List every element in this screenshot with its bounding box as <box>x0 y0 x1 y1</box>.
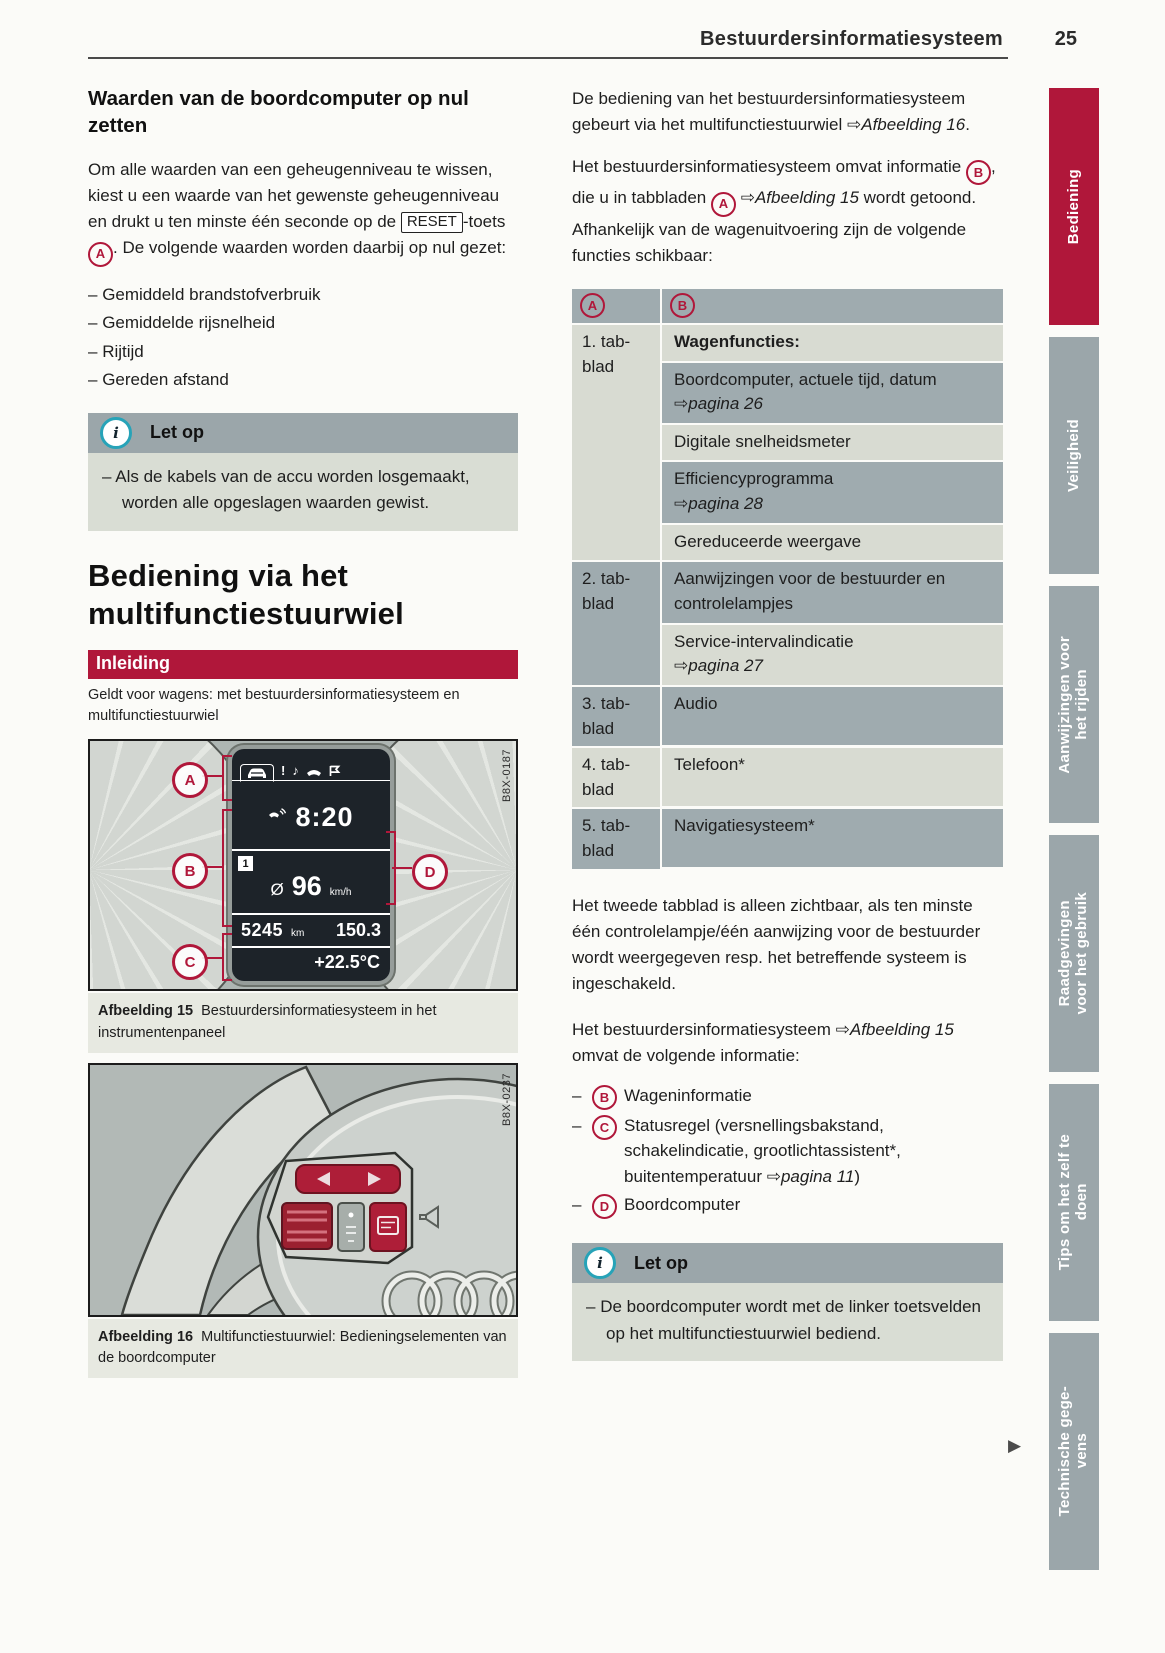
table-header-cell <box>662 289 1003 323</box>
figure-code: B8X-0187 <box>501 749 513 803</box>
sidebar-tab-label <box>1057 1386 1091 1516</box>
dash: – <box>572 1085 582 1105</box>
table-row <box>572 325 1003 560</box>
sidebar-tab-line: doen <box>1073 1183 1090 1222</box>
speed-unit: km/h <box>329 887 352 899</box>
continue-arrow-icon: ▶ <box>1008 1436 1022 1455</box>
figure-16-steering-wheel <box>88 1063 518 1317</box>
note-box-boordcomputer <box>572 1243 1003 1361</box>
info-list-item <box>572 1113 1003 1190</box>
paragraph-text: , die u in tabbladen <box>572 157 996 208</box>
function-cell <box>662 363 1003 423</box>
function-text: Wagenfuncties: <box>674 331 800 351</box>
left-column <box>88 86 518 1378</box>
speed-section <box>232 849 390 913</box>
dash: – <box>572 1115 582 1135</box>
marker-d-bracket <box>386 831 396 905</box>
figure-code: B8X-0237 <box>501 1072 513 1126</box>
page-reference <box>674 654 993 679</box>
bullet-item <box>88 366 518 395</box>
function-text: Service-intervalindicatie <box>674 631 854 651</box>
sidebar-tab-label <box>1066 419 1083 492</box>
figure-reference: Afbeelding 15 <box>849 1019 954 1039</box>
marker-b-inline: B <box>592 1085 617 1110</box>
paragraph-text: Om alle waarden van een geheugenniveau te wissen, kiest u een waarde van het gewenste geheugenniveau en drukt u ten minste één seconde op de <box>88 160 500 232</box>
bullet-text: Rijtijd <box>102 341 144 361</box>
outside-temperature: +22.5°C <box>232 946 390 981</box>
ref-text: pagina 28 <box>688 494 763 514</box>
note-item <box>586 1294 989 1347</box>
info-text: Wageninformatie <box>624 1085 752 1105</box>
figure-reference: Afbeelding 16 <box>861 115 966 134</box>
trip-value: 150.3 <box>335 920 381 941</box>
table-function-cells <box>662 325 1003 560</box>
table-row <box>572 748 1003 807</box>
function-text: Efficiencyprogramma <box>674 469 834 489</box>
paragraph-info-intro <box>572 1017 1003 1069</box>
steering-wheel-drawing <box>90 1065 516 1315</box>
header-rule <box>88 57 1008 59</box>
caption-text: Multifunctiestuurwiel: Bedieningselementen van de boordcomputer <box>98 1328 507 1367</box>
note-header <box>88 413 518 453</box>
marker-c-inline: C <box>592 1115 617 1140</box>
odometer-unit: km <box>291 928 305 940</box>
bullet-text: Gemiddeld brandstofverbruik <box>102 284 321 304</box>
arrow-rocker-button <box>296 1165 400 1193</box>
marker-a-inline: A <box>711 192 736 217</box>
note-title: Let op <box>634 1252 688 1273</box>
paragraph-tabs <box>572 154 1003 269</box>
function-text: Aanwijzingen voor de bestuurder en controlelampjes <box>674 569 946 613</box>
function-cell <box>662 748 1003 806</box>
display-tab-row <box>232 749 390 781</box>
table-function-cells <box>662 687 1003 746</box>
caption-text: Bestuurdersinformatiesysteem in het instrumentenpaneel <box>98 1003 437 1041</box>
ref-text: pagina 11 <box>780 1166 855 1186</box>
ref-arrow-icon: ⇨ <box>674 656 689 676</box>
caption-label: Afbeelding 15 <box>98 1003 194 1020</box>
page-reference <box>674 492 993 517</box>
note-body <box>88 453 518 531</box>
average-speed-row <box>232 871 390 902</box>
marker-c-bracket <box>222 933 232 981</box>
table-header-row <box>572 289 1003 323</box>
info-text: Statusregel (versnellingsbakstand, schakelindicatie, grootlichtassistent*, buitentemperatuur ⇨pagina 11) <box>624 1115 901 1186</box>
sidebar-tab-line: Raadgevingen <box>1056 900 1074 1007</box>
paragraph-text: -toets <box>462 212 506 232</box>
dash: – <box>88 370 103 390</box>
dash: – <box>572 1195 582 1215</box>
sidebar-tab-line: Bediening <box>1064 168 1082 245</box>
figure-15-instrument-cluster <box>88 739 518 991</box>
paragraph-text: wordt getoond. Afhankelijk van de wagenuitvoering zijn de volgende functies schikbaar: <box>572 188 977 265</box>
page-reference <box>674 392 993 417</box>
figure-marker-c: C <box>172 944 208 980</box>
table-row <box>572 687 1003 746</box>
sidebar-tab-technische-gege- <box>1049 1333 1099 1570</box>
sidebar-tab-line: Tips om het zelf te <box>1056 1134 1074 1271</box>
ref-arrow-icon: ⇨ <box>674 394 689 414</box>
section-heading: Waarden van de boordcomputer op nul zetten <box>88 87 469 137</box>
column-a-marker: A <box>580 293 605 318</box>
ref-arrow-icon: ⇨ <box>740 188 755 208</box>
function-cell <box>662 562 1003 622</box>
bullet-item <box>88 309 518 338</box>
marker-b-bracket <box>222 809 232 927</box>
function-cell <box>662 325 1003 361</box>
gear-indicator: 1 <box>238 856 253 871</box>
marker-b-inline: B <box>966 160 991 185</box>
note-body <box>572 1283 1003 1361</box>
paragraph-operation <box>572 86 1003 138</box>
marker-a-inline: A <box>88 242 113 267</box>
page-title: Bestuurdersinformatiesysteem <box>700 28 1003 50</box>
time-row <box>232 797 390 837</box>
car-icon <box>240 764 274 782</box>
function-text: Boordcomputer, actuele tijd, datum <box>674 369 937 389</box>
function-cell <box>662 625 1003 685</box>
function-text: Telefoon* <box>674 755 745 775</box>
dash: – <box>88 284 103 304</box>
info-text: Boordcomputer <box>624 1195 741 1215</box>
note-item <box>102 464 504 517</box>
bullet-text: Gereden afstand <box>102 370 229 390</box>
figure-reference: Afbeelding 15 <box>754 188 859 208</box>
function-text: Audio <box>674 693 718 713</box>
sidebar-tab-tips-om-het-zelf-te <box>1049 1084 1099 1321</box>
info-text-after: ) <box>854 1166 861 1186</box>
function-cell <box>662 525 1003 561</box>
note-box-accu <box>88 413 518 531</box>
function-text: Navigatiesysteem* <box>674 816 815 836</box>
figure-16-caption <box>88 1319 518 1379</box>
sidebar-tab-line: Aanwijzingen voor <box>1056 635 1074 774</box>
table-row <box>572 562 1003 685</box>
paragraph-text: omvat de volgende informatie: <box>572 1045 800 1065</box>
info-icon: i <box>100 417 132 449</box>
sidebar-tab-line: vens <box>1073 1433 1090 1470</box>
odometer-row <box>232 913 390 946</box>
table-row <box>572 809 1003 868</box>
dash: – <box>88 341 103 361</box>
ref-text: pagina 26 <box>688 394 763 414</box>
ref-arrow-icon: ⇨ <box>674 494 689 514</box>
table-function-cells <box>662 562 1003 685</box>
info-list-item <box>572 1083 1003 1110</box>
function-cell <box>662 462 1003 522</box>
tab-label-cell: 5. tab-blad <box>572 809 660 868</box>
odometer-value: 5245 <box>241 920 284 941</box>
tab-label-cell: 3. tab-blad <box>572 687 660 746</box>
paragraph-text: Het bestuurdersinformatiesysteem omvat informatie <box>572 157 966 176</box>
tab-label-cell: 2. tab-blad <box>572 562 660 685</box>
sidebar-tab-line: Veiligheid <box>1064 418 1082 493</box>
speed-value: 96 <box>291 871 322 902</box>
display-info-list <box>572 1083 1003 1220</box>
tab-label-cell: 4. tab-blad <box>572 748 660 807</box>
sidebar-tab-aanwijzingen-voor <box>1049 586 1099 823</box>
phone-icon <box>306 767 322 780</box>
note-header <box>572 1243 1003 1283</box>
phone-signal-icon <box>268 808 286 827</box>
chapter-heading-line2: multifunctiestuurwiel <box>88 596 404 632</box>
figure-marker-d: D <box>412 854 448 890</box>
sidebar-tab-label <box>1066 169 1083 244</box>
tab-label-cell: 1. tab-blad <box>572 325 660 560</box>
sidebar-tab-label <box>1057 892 1091 1014</box>
sidebar-tab-line: Technische gege- <box>1056 1386 1074 1517</box>
figure-marker-a: A <box>172 762 208 798</box>
driver-info-display <box>232 749 390 981</box>
reset-paragraph <box>88 157 518 266</box>
sidebar-tab-veiligheid <box>1049 337 1099 574</box>
paragraph-text: . De volgende waarden worden daarbij op nul gezet: <box>113 238 507 258</box>
function-cell <box>662 687 1003 745</box>
info-list-item <box>572 1192 1003 1219</box>
marker-a-bracket <box>222 755 232 801</box>
chapter-heading-line1: Bediening via het <box>88 557 349 593</box>
table-function-cells <box>662 809 1003 868</box>
ref-arrow-icon: ⇨ <box>835 1019 850 1039</box>
warning-icon: ! <box>281 763 286 779</box>
function-cell <box>662 809 1003 867</box>
dash: – <box>102 466 112 486</box>
paragraph-text: De bediening van het bestuurdersinformatiesysteem gebeurt via het multifunctiestuurwiel <box>572 89 966 134</box>
figure-marker-b: B <box>172 853 208 889</box>
nav-flag-icon <box>329 765 341 780</box>
paragraph-second-tab: Het tweede tabblad is alleen zichtbaar, als ten minste één controlelampje/één aanwijzing voor de bestuurder wordt weergegeven resp. het betreffende systeem is ingeschakeld. <box>572 895 981 993</box>
bullet-text: Gemiddelde rijsnelheid <box>102 313 276 333</box>
bullet-item <box>88 281 518 310</box>
function-text: Digitale snelheidsmeter <box>674 431 851 451</box>
caption-label: Afbeelding 16 <box>98 1328 194 1345</box>
dash: – <box>586 1297 596 1317</box>
figure-15-caption <box>88 993 518 1053</box>
paragraph-text: . <box>965 115 970 134</box>
reset-key: RESET <box>401 212 463 233</box>
sidebar-tab-label <box>1057 636 1091 774</box>
info-icon: i <box>584 1247 616 1279</box>
sidebar-tab-bediening <box>1049 88 1099 325</box>
function-cell <box>662 425 1003 461</box>
sidebar-tab-raadgevingen <box>1049 835 1099 1072</box>
ref-text: pagina 27 <box>688 656 763 676</box>
applies-to-text: Geldt voor wagens: met bestuurdersinformatiesysteem en multifunctiestuurwiel <box>88 687 460 725</box>
bullet-item <box>88 338 518 367</box>
sidebar-tab-line: voor het gebruik <box>1073 892 1090 1015</box>
clock-time: 8:20 <box>295 801 354 832</box>
scroll-wheel <box>282 1203 332 1249</box>
function-text: Gereduceerde weergave <box>674 531 862 551</box>
ref-arrow-icon: ⇨ <box>846 115 862 134</box>
page-number: 25 <box>1054 28 1077 50</box>
sidebar-tab-line: het rijden <box>1073 669 1090 740</box>
table-function-cells <box>662 748 1003 807</box>
average-symbol: Ø <box>270 880 284 900</box>
table-header-cell <box>572 289 660 323</box>
right-column <box>572 86 1003 1361</box>
ref-arrow-icon: ⇨ <box>766 1166 781 1186</box>
chapter-heading <box>88 557 518 635</box>
note-title: Let op <box>150 422 204 443</box>
column-b-marker: B <box>670 293 695 318</box>
note-text: De boordcomputer wordt met de linker toetsvelden op het multifunctiestuurwiel bediend. <box>600 1297 982 1343</box>
sidebar-tab-label <box>1057 1134 1091 1270</box>
tab-functions-table <box>572 289 1003 869</box>
paragraph-text: Het bestuurdersinformatiesysteem <box>572 1019 836 1039</box>
reset-values-list <box>88 281 518 395</box>
music-icon: ♪ <box>292 763 299 779</box>
marker-d-inline: D <box>592 1194 617 1219</box>
note-text: Als de kabels van de accu worden losgemaakt, worden alle opgeslagen waarden gewist. <box>115 466 470 513</box>
subsection-bar: Inleiding <box>88 650 518 679</box>
dash: – <box>88 313 103 333</box>
